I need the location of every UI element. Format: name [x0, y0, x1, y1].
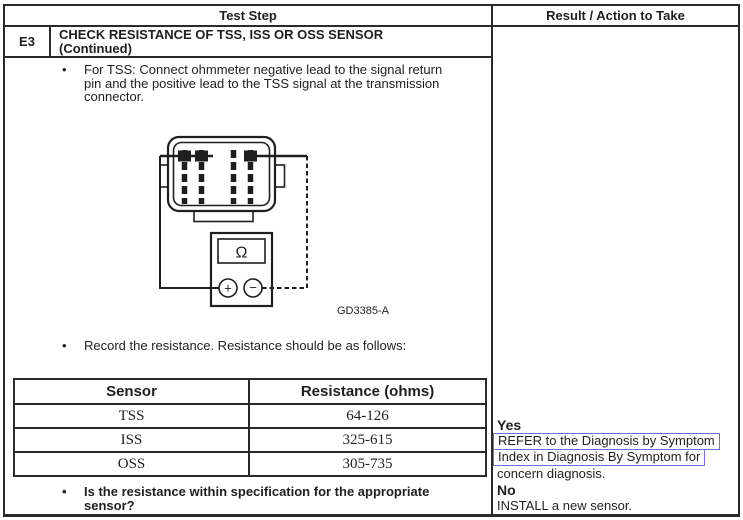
step-title-line2: (Continued) [59, 41, 132, 56]
figure-reference-label: GD3385-A [337, 305, 389, 317]
sensor-cell: TSS [14, 404, 249, 428]
test-step-header: Test Step [5, 6, 493, 25]
resistance-cell: 305-735 [249, 452, 486, 476]
step-title-line1: CHECK RESISTANCE OF TSS, ISS OR OSS SENSOR [59, 27, 384, 42]
question-line: Is the resistance within specification for the appropriate [84, 484, 430, 499]
no-label: No [497, 482, 516, 498]
sensor-column-header: Sensor [14, 379, 249, 404]
connector-ohmmeter-diagram [150, 123, 320, 319]
step-id-row [5, 27, 491, 58]
step-content [5, 58, 491, 514]
resistance-spec-table [13, 378, 487, 477]
sensor-cell: OSS [14, 452, 249, 476]
instruction-bullet-record [62, 339, 406, 353]
instruction-line: pin and the positive lead to the TSS signal at the transmission [84, 75, 440, 91]
instruction-line: Record the resistance. Resistance should be as follows: [84, 338, 407, 353]
bullet-icon: • [62, 338, 67, 353]
question-bullet [62, 485, 429, 513]
step-id: E3 [5, 27, 51, 56]
question-line: sensor? [84, 498, 135, 513]
test-step-column [5, 27, 493, 514]
plus-terminal-label: + [224, 280, 232, 296]
instruction-bullet-tss [62, 63, 442, 104]
table-body [5, 27, 738, 514]
connector-bottom-tab [194, 211, 253, 222]
step-title [51, 27, 491, 56]
result-action-header: Result / Action to Take [546, 8, 685, 23]
table-row [14, 404, 486, 428]
yes-label: Yes [497, 417, 522, 433]
yes-result-block [493, 418, 737, 481]
table-row [14, 452, 486, 476]
bullet-icon: • [62, 484, 67, 499]
diagnosis-by-symptom-link-line1[interactable]: REFER to the Diagnosis by Symptom [493, 433, 720, 450]
table-row [14, 428, 486, 452]
minus-terminal-label: − [249, 280, 257, 295]
bullet-icon: • [62, 62, 67, 77]
resistance-column-header: Resistance (ohms) [249, 379, 486, 404]
table-row [14, 379, 486, 404]
ohm-symbol: Ω [235, 244, 248, 262]
instruction-line: connector. [84, 89, 144, 104]
result-action-column [493, 27, 738, 514]
pinpoint-test-table [3, 4, 740, 517]
table-header-row [5, 6, 738, 27]
instruction-line: For TSS: Connect ohmmeter negative lead to the signal return [84, 62, 443, 77]
diagnosis-by-symptom-link-line2[interactable]: Index in Diagnosis By Symptom for [493, 449, 705, 466]
resistance-cell: 325-615 [249, 428, 486, 452]
yes-action-continuation: concern diagnosis. [497, 466, 606, 481]
sensor-cell: ISS [14, 428, 249, 452]
no-action: INSTALL a new sensor. [497, 498, 633, 513]
connector-right-tab [275, 165, 285, 187]
no-result-block [493, 483, 632, 513]
resistance-cell: 64-126 [249, 404, 486, 428]
